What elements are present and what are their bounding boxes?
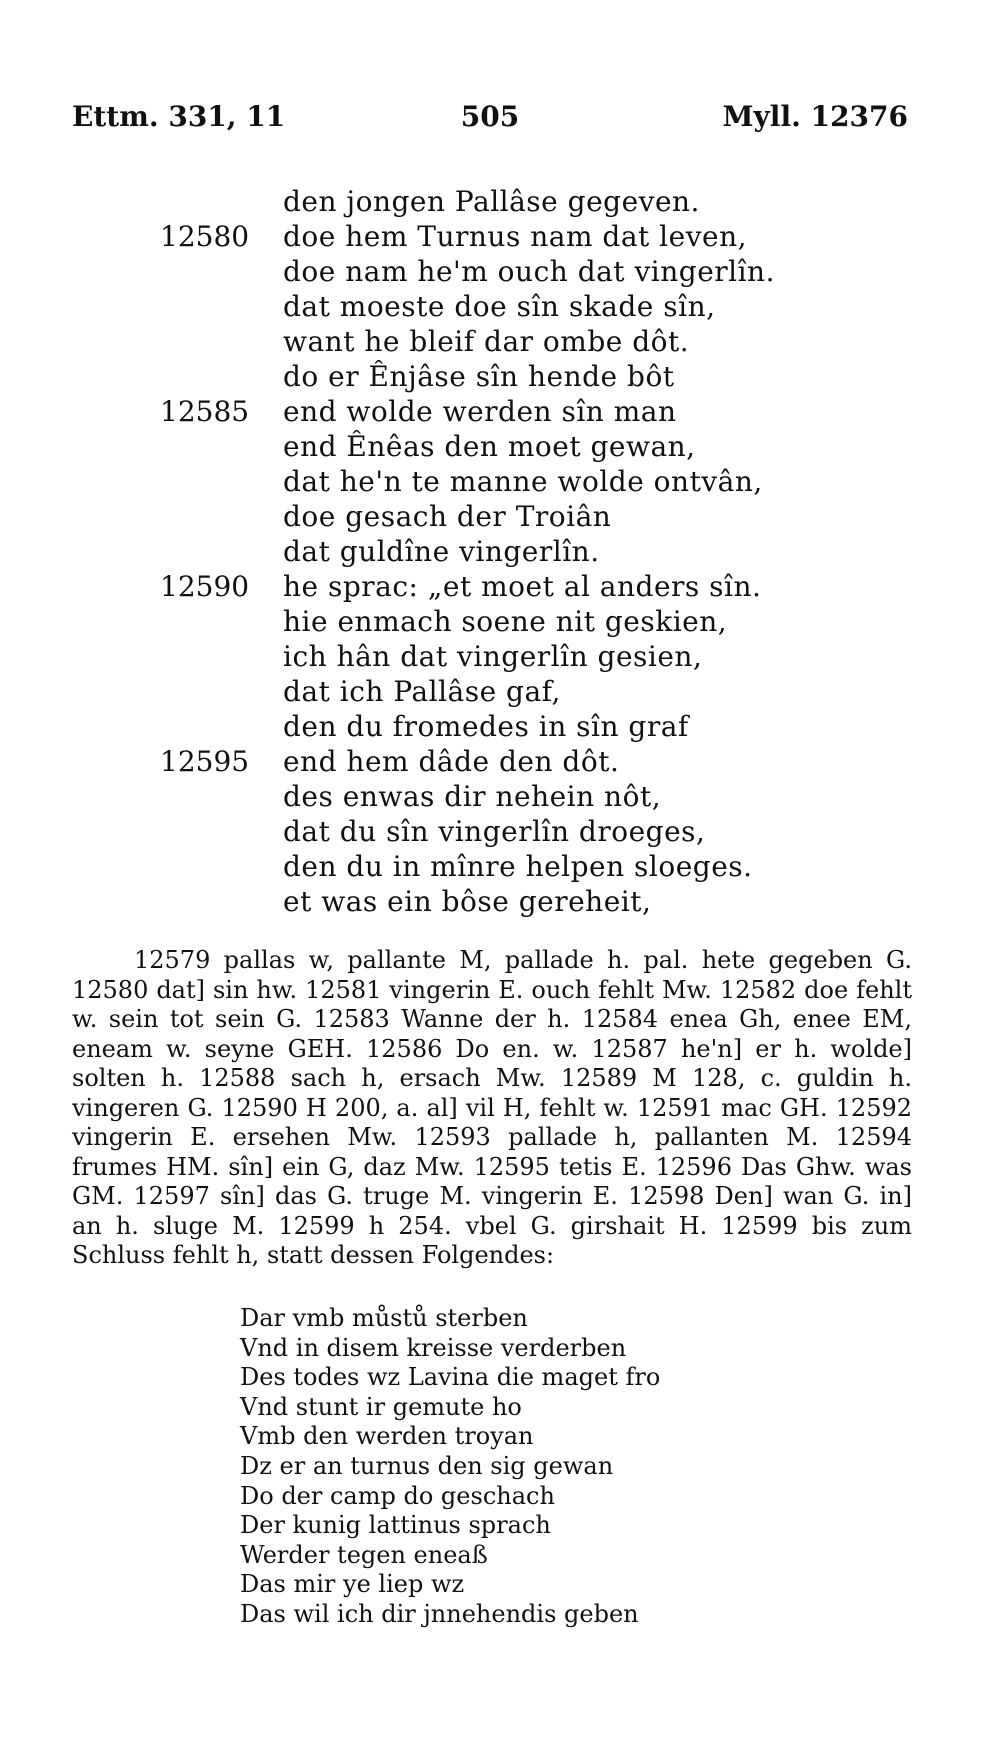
verse-number: 12580 xyxy=(160,220,250,253)
appendix-line: Werder tegen eneaß xyxy=(240,1540,488,1569)
verse-line xyxy=(150,254,870,289)
verse-line xyxy=(150,534,870,569)
verse-line xyxy=(150,219,870,254)
verse-line xyxy=(150,569,870,604)
appendix-line: Do der camp do geschach xyxy=(240,1481,555,1510)
verse-text-line: den du in mînre helpen sloeges. xyxy=(283,850,753,883)
appendix-line: Der kunig lattinus sprach xyxy=(240,1511,551,1540)
header-right-reference: Myll. 12376 xyxy=(722,100,908,133)
verse-number: 12585 xyxy=(160,395,250,428)
verse-text-line: dat guldîne vingerlîn. xyxy=(283,535,600,568)
verse-text-line: end Ênêas den moet gewan, xyxy=(283,430,696,463)
page-number: 505 xyxy=(460,100,520,133)
appendix-line: Vnd stunt ir gemute ho xyxy=(240,1392,522,1421)
verse-text-line: et was ein bôse gereheit, xyxy=(283,885,652,918)
verse-number: 12590 xyxy=(160,570,250,603)
verse-line xyxy=(150,814,870,849)
verse-text-line: dat he'n te manne wolde ontvân, xyxy=(283,465,763,498)
verse-text-line: des enwas dir nehein nôt, xyxy=(283,780,662,813)
verse-text-line: dat ich Pallâse gaf, xyxy=(283,675,561,708)
appendix-line: Dar vmb můstů sterben xyxy=(240,1304,528,1332)
verse-text-line: doe nam he'm ouch dat vingerlîn. xyxy=(283,255,775,288)
appendix-verses xyxy=(240,1304,840,1630)
appendix-line: Das wil ich dir jnnehendis geben xyxy=(240,1599,639,1628)
verse-text-line: he sprac: „et moet al anders sîn. xyxy=(283,570,762,603)
appendix-line: Des todes wz Lavina die maget fro xyxy=(240,1363,661,1392)
appendix-line: Vnd in disem kreisse verderben xyxy=(240,1333,627,1362)
verse-line xyxy=(150,779,870,814)
appendix-line: Das mir ye liep wz xyxy=(240,1570,465,1599)
verse-line xyxy=(150,289,870,324)
verse-text-line: doe hem Turnus nam dat leven, xyxy=(283,220,748,253)
verse-number: 12595 xyxy=(160,745,250,778)
verse-line xyxy=(150,884,870,919)
verse-text-line: end wolde werden sîn man xyxy=(283,395,677,428)
header-left-reference: Ettm. 331, 11 xyxy=(72,100,286,133)
verse-text-line: hie enmach soene nit geskien, xyxy=(283,605,728,638)
page-header xyxy=(72,100,908,136)
verse-line xyxy=(150,324,870,359)
verse-line xyxy=(150,744,870,779)
verse-text xyxy=(150,184,870,919)
verse-line xyxy=(150,464,870,499)
verse-line xyxy=(150,639,870,674)
verse-text-line: den du fromedes in sîn graf xyxy=(283,710,689,743)
critical-apparatus xyxy=(72,946,912,1271)
verse-line xyxy=(150,709,870,744)
verse-line xyxy=(150,429,870,464)
verse-text-line: do er Ênjâse sîn hende bôt xyxy=(283,360,675,393)
verse-line xyxy=(150,359,870,394)
appendix-line: Vmb den werden troyan xyxy=(240,1422,534,1451)
verse-line xyxy=(150,394,870,429)
verse-text-line: dat du sîn vingerlîn droeges, xyxy=(283,815,706,848)
verse-line xyxy=(150,849,870,884)
verse-text-line: end hem dâde den dôt. xyxy=(283,745,620,778)
verse-text-line: dat moeste doe sîn skade sîn, xyxy=(283,290,716,323)
verse-line xyxy=(150,604,870,639)
verse-line xyxy=(150,184,870,219)
verse-text-line: den jongen Pallâse gegeven. xyxy=(283,185,700,218)
verse-line xyxy=(150,674,870,709)
verse-line xyxy=(150,499,870,534)
verse-text-line: ich hân dat vingerlîn gesien, xyxy=(283,640,703,673)
appendix-line: Dz er an turnus den sig gewan xyxy=(240,1451,614,1480)
verse-text-line: want he bleif dar ombe dôt. xyxy=(283,325,690,358)
apparatus-paragraph: 12579 pallas w, pallante M, pallade h. pal. hete gegeben G. 12580 dat] sin hw. 12581 vingerin E. ouch fehlt Mw. 12582 doe fehlt w. sein tot sein G. 12583 Wanne der h. 12584 enea Gh, enee EM, eneam w. seyne GEH. 12586 Do en. w. 12587 he'n] er h. wolde] solten h. 12588 sach h, ersach Mw. 12589 M 128, c. guldin h. vingeren G. 12590 H 200, a. al] vil H, fehlt w. 12591 mac GH. 12592 vingerin E. ersehen Mw. 12593 pallade h, pallanten M. 12594 frumes HM. sîn] ein G, daz Mw. 12595 tetis E. 12596 Das Ghw. was GM. 12597 sîn] das G. truge M. vingerin E. 12598 Den] wan G. in] an h. sluge M. 12599 h 254. vbel G. girshait H. 12599 bis zum Schluss fehlt h, statt dessen Folgendes: xyxy=(72,946,912,1269)
verse-text-line: doe gesach der Troiân xyxy=(283,500,612,533)
